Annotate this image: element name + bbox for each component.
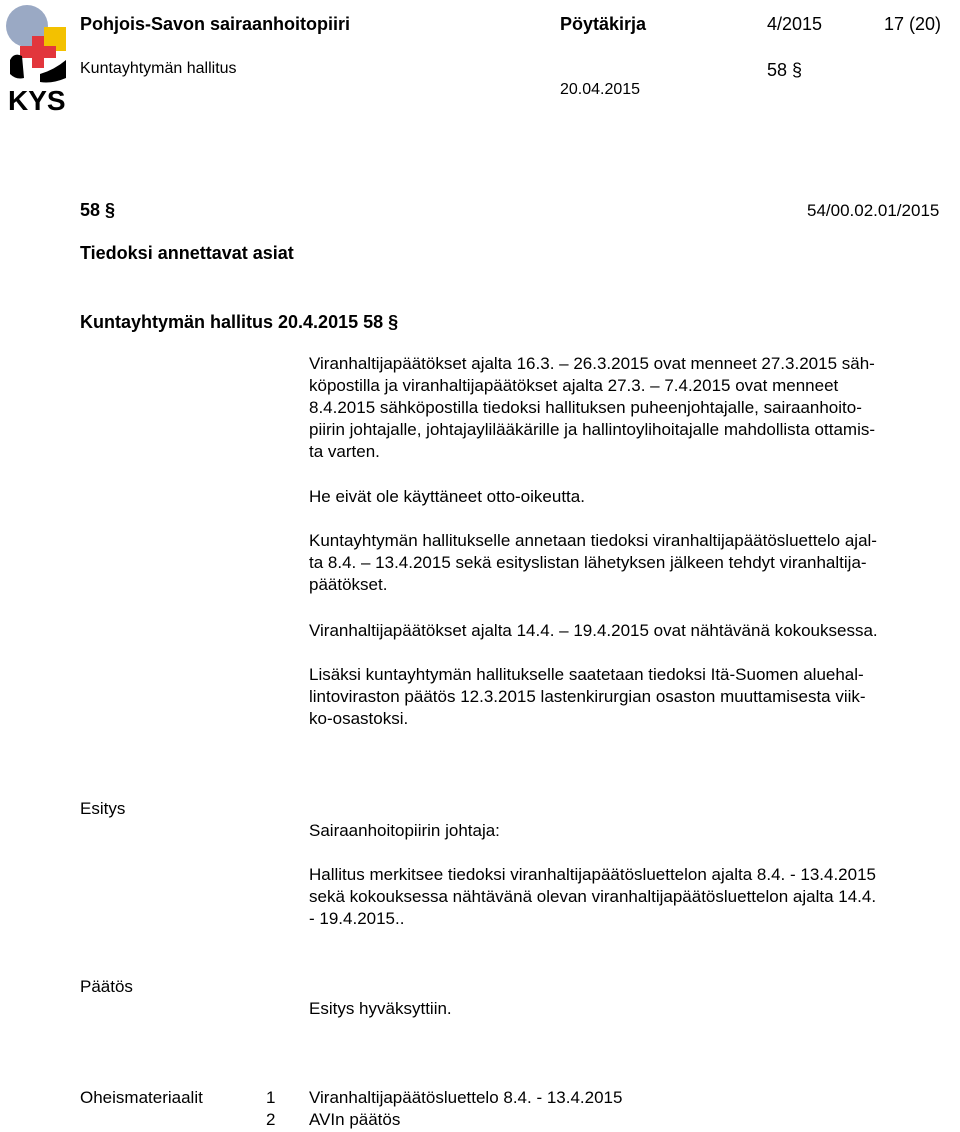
organization-name: Pohjois-Savon sairaanhoitopiiri bbox=[80, 14, 351, 34]
text-line: - 19.4.2015.. bbox=[309, 909, 405, 928]
proposal-text bbox=[309, 864, 960, 930]
matter-title: Tiedoksi annettavat asiat bbox=[80, 243, 294, 263]
text-line: piirin johtajalle, johtajaylilääkärille ja hallintoylihoitajalle mahdollista ottamis- bbox=[309, 420, 876, 439]
description-paragraph-4 bbox=[309, 620, 960, 642]
text-line: Lisäksi kuntayhtymän hallitukselle saatetaan tiedoksi Itä-Suomen aluehal- bbox=[309, 665, 864, 684]
header-section: 58 § bbox=[767, 60, 803, 80]
text-line: Kuntayhtymän hallitukselle annetaan tiedoksi viranhaltijapäätösluettelo ajal- bbox=[309, 531, 877, 550]
description-paragraph-5 bbox=[309, 664, 960, 730]
text-line: sekä kokouksessa nähtävänä olevan viranhaltijapäätösluettelon ajalta 14.4. bbox=[309, 887, 877, 906]
text-line: ko-osastoksi. bbox=[309, 709, 409, 728]
text-line: päätökset. bbox=[309, 575, 388, 594]
text-line: ta varten. bbox=[309, 442, 380, 461]
text-line: He eivät ole käyttäneet otto-oikeutta. bbox=[309, 487, 585, 506]
logo-black-shape bbox=[10, 55, 24, 79]
attachment-title: Viranhaltijapäätösluettelo 8.4. - 13.4.2015 bbox=[309, 1088, 623, 1107]
description-paragraph-1 bbox=[309, 353, 960, 463]
decision-text bbox=[309, 998, 960, 1020]
text-line: lintoviraston päätös 12.3.2015 lastenkirurgian osaston muuttamisesta viik- bbox=[309, 687, 866, 706]
kys-logo bbox=[0, 0, 72, 116]
committee-name: Kuntayhtymän hallitus bbox=[80, 60, 237, 77]
attachment-number: 2 bbox=[266, 1110, 276, 1129]
text-line: Sairaanhoitopiirin johtaja: bbox=[309, 821, 500, 840]
decision-label: Päätös bbox=[80, 977, 133, 996]
proposal-label: Esitys bbox=[80, 799, 126, 818]
text-line: Viranhaltijapäätökset ajalta 16.3. – 26.3.2015 ovat menneet 27.3.2015 säh- bbox=[309, 354, 875, 373]
logo-text: KYS bbox=[8, 85, 66, 116]
description-paragraph-2 bbox=[309, 486, 960, 508]
document-type: Pöytäkirja bbox=[560, 14, 647, 34]
attachments-label: Oheismateriaalit bbox=[80, 1088, 203, 1107]
attachment-title: AVIn päätös bbox=[309, 1110, 401, 1129]
text-line: Esitys hyväksyttiin. bbox=[309, 999, 452, 1018]
meeting-date: 20.04.2015 bbox=[560, 81, 641, 98]
document-number: 4/2015 bbox=[767, 14, 823, 34]
handling-line: Kuntayhtymän hallitus 20.4.2015 58 § bbox=[80, 312, 399, 332]
text-line: köpostilla ja viranhaltijapäätökset ajalta 27.3. – 7.4.2015 ovat menneet bbox=[309, 376, 839, 395]
text-line: Viranhaltijapäätökset ajalta 14.4. – 19.4.2015 ovat nähtävänä kokouksessa. bbox=[309, 621, 878, 640]
text-line: Hallitus merkitsee tiedoksi viranhaltijapäätösluettelon ajalta 8.4. - 13.4.2015 bbox=[309, 865, 876, 884]
text-line: 8.4.2015 sähköpostilla tiedoksi hallituksen puheenjohtajalle, sairaanhoito- bbox=[309, 398, 862, 417]
description-paragraph-3 bbox=[309, 530, 960, 596]
text-line: ta 8.4. – 13.4.2015 sekä esityslistan lähetyksen jälkeen tehdyt viranhaltija- bbox=[309, 553, 867, 572]
matter-section: 58 § bbox=[80, 200, 116, 220]
page-number: 17 (20) bbox=[884, 14, 942, 34]
proposal-proposer bbox=[309, 820, 960, 842]
attachment-number: 1 bbox=[266, 1088, 276, 1107]
record-number: 54/00.02.01/2015 bbox=[807, 201, 940, 220]
